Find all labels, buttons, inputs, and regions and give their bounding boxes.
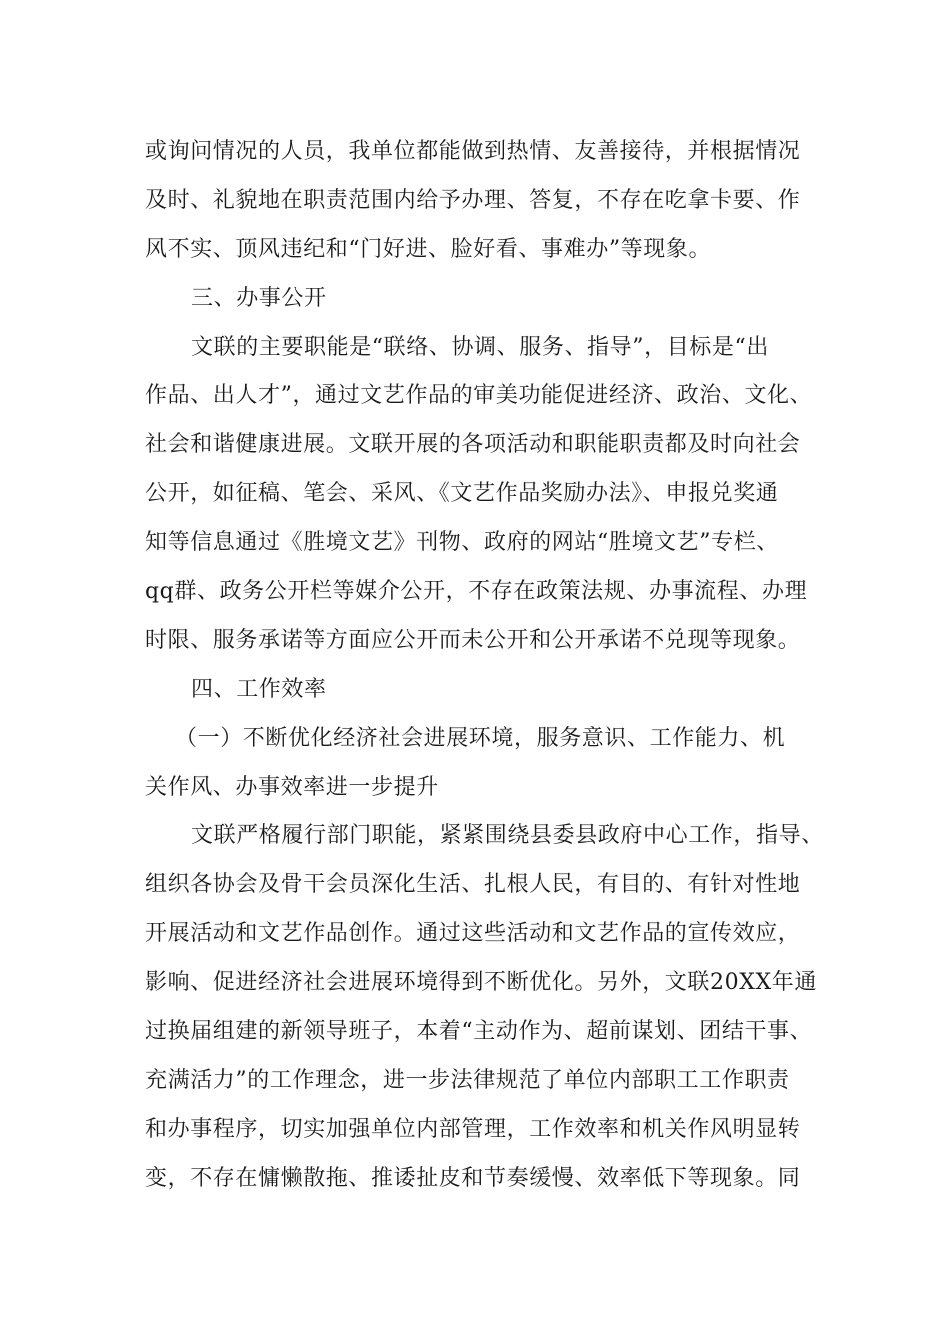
text-line: 作品、出人才”，通过文艺作品的审美功能促进经济、政治、文化、: [145, 383, 813, 409]
text-line: 知等信息通过《胜境文艺》刊物、政府的网站“胜境文艺”专栏、: [145, 530, 779, 556]
text-line: 或询问情况的人员，我单位都能做到热情、友善接待，并根据情况: [145, 139, 801, 164]
text-line: 开展活动和文艺作品创作。通过这些活动和文艺作品的宣传效应，: [145, 921, 801, 947]
text-line: 充满活力”的工作理念，进一步法律规范了单位内部职工工作职责: [145, 1067, 790, 1093]
text-line: 时限、服务承诺等方面应公开而未公开和公开承诺不兑现等现象。: [145, 627, 801, 653]
text-line: 文联严格履行部门职能，紧紧围绕县委县政府中心工作，指导、: [191, 823, 824, 849]
section-heading-3: 三、办事公开: [191, 285, 327, 311]
text-line: qq群、政务公开栏等媒介公开，不存在政策法规、办事流程、办理: [145, 579, 808, 605]
text-line: 及时、礼貌地在职责范围内给予办理、答复，不存在吃拿卡要、作: [145, 187, 801, 213]
text-line: 风不实、顶风违纪和“门好进、脸好看、事难办”等现象。: [145, 236, 712, 262]
section-heading-4: 四、工作效率: [191, 676, 327, 702]
text-line: 公开，如征稿、笔会、采风、《文艺作品奖励办法》、申报兑奖通: [145, 481, 779, 507]
text-line: 关作风、办事效率进一步提升: [145, 774, 439, 800]
text-line: 社会和谐健康进展。文联开展的各项活动和职能职责都及时向社会: [145, 432, 801, 458]
text-line: 变，不存在慵懒散拖、推诿扯皮和节奏缓慢、效率低下等现象。同: [145, 1165, 801, 1191]
text-line: 组织各协会及骨干会员深化生活、扎根人民，有目的、有针对性地: [145, 872, 801, 898]
text-line: 影响、促进经济社会进展环境得到不断优化。另外，文联20XX年通: [145, 970, 817, 996]
text-line: 过换届组建的新领导班子，本着“主动作为、超前谋划、团结干事、: [145, 1019, 813, 1045]
text-line: 和办事程序，切实加强单位内部管理，工作效率和机关作风明显转: [145, 1116, 801, 1142]
subsection-heading: （一）不断优化经济社会进展环境，服务意识、工作能力、机: [175, 725, 786, 751]
text-line: 文联的主要职能是“联络、协调、服务、指导”，目标是“出: [191, 334, 769, 360]
document-body: [145, 128, 825, 1204]
